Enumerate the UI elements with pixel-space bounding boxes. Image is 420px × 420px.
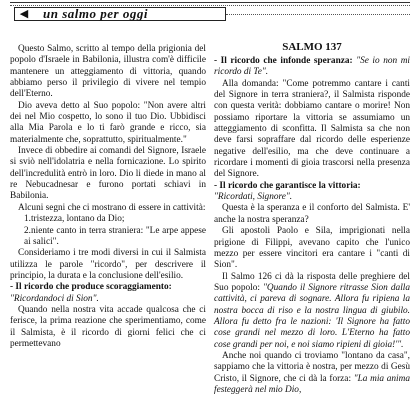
paragraph: Dio aveva detto al Suo popolo: "Non avere altri dei nel Mio cospetto, lo sono il tuo Dio. Ubbidisci alla Mia Parola e lo ti farò grande e ricco, sia materialmente che, soprattutto, spiritualmente." [10, 100, 206, 145]
header-dotted-rule-right [226, 14, 410, 15]
section-heading: - Il ricordo che garantisce la vittoria: [214, 180, 361, 191]
paragraph: Alla domanda: "Come potremmo cantare i canti del Signore in terra straniera?, il Salmista risponde con questa verità: dobbiamo cantare o morire! Non possiamo riportare la vittoria se assumiamo un atteggiamento di sconfitta. Il Salmista sa che non deve farsi sopraffare dal ricordo delle esperienze negative dell'esilio, ma che deve continuare a ricordare i momenti di gioia trascorsi nella presenza del Signore. [214, 78, 410, 180]
header-rule [10, 2, 410, 3]
quote: "Se io non mi ricordo di Te". [214, 56, 411, 78]
list-item: 2.niente canto in terra straniera: "Le arpe appese ai salici". [24, 225, 206, 247]
section-heading: - Il ricordo che produce scoraggiamento: [10, 282, 172, 293]
paragraph: Consideriamo i tre modi diversi in cui il Salmista utilizza le parole "ricordo", per descrivere il principio, la durata e la conclusione dell'esilio. [10, 248, 206, 281]
paragraph: Invece di obbedire ai comandi del Signore, Israele si sviò nell'idolatria e nella fornicazione. Lo spirito dell'incredulità entrò in loro. Dio li diede in mano al re Nebucadnesar e furono portati schiavi in Babilonia. [10, 146, 206, 202]
arrow-left-icon: ◀ [19, 7, 29, 20]
paragraph: Quando nella nostra vita accade qualcosa che ci ferisce, la prima reazione che sperimentiamo, come il Salmista, è il ricordo di giorni felici che ci permettevano [10, 304, 206, 349]
paragraph: Questa è la speranza e il conforto del Salmista. E' anche la nostra speranza? [214, 203, 410, 225]
left-column [10, 44, 206, 350]
section-heading-with-quote [214, 56, 410, 79]
list-item: 1.tristezza, lontano da Dio; [24, 214, 125, 225]
paragraph-with-quote [214, 272, 410, 351]
paragraph-text: Anche noi quando ci troviamo "lontano da casa", sappiamo che la vittoria è nostra, per mezzo di Gesù Cristo, il Signore, che ci dà la forza: [214, 350, 410, 384]
paragraph-with-quote [214, 351, 410, 396]
section-title-box [14, 7, 226, 21]
quote: "Ricordati, Signore". [214, 192, 293, 203]
quote: "La mia anima festeggerà nel mio Dio, [214, 373, 410, 395]
paragraph: Questo Salmo, scritto al tempo della prigionia del popolo d'Israele in Babilonia, illustra com'è difficile mantenere un atteggiamento di vittoria, quando abbiamo perso il privilegio di vivere nel tempio dell'Eterno. [10, 44, 206, 100]
paragraph: Alcuni segni che ci mostrano di essere in cattività: [18, 202, 206, 213]
page-title: SALMO 137 [282, 41, 342, 53]
page-header [0, 0, 420, 22]
quote: "Ricordandoci di Sion". [10, 293, 99, 304]
paragraph: Gli apostoli Paolo e Sila, imprigionati nella prigione di Filippi, avevano capito che l'unico mezzo per essere vincitori era cantare i "canti di Sion". [214, 226, 410, 271]
quote: "Quando il Signore ritrasse Sion dalla cattività, ci pareva di sognare. Allora fu ripiena la nostra bocca di riso e la nostra lingua di giubilo. Allora fu detto fra le nazioni: 'Il Signore ha fatto cose grandi nel mezzo di loro. L'Eterno ha fatto cose grandi per noi, e noi siamo ripieni di gioia!'". [214, 282, 411, 350]
section-title: un salmo per oggi [43, 6, 148, 21]
right-column [214, 56, 410, 396]
section-heading: - Il ricordo che infonde speranza: [214, 56, 353, 66]
paragraph-text: Il Salmo 126 ci dà la risposta delle preghiere del Suo popolo: [214, 271, 410, 293]
